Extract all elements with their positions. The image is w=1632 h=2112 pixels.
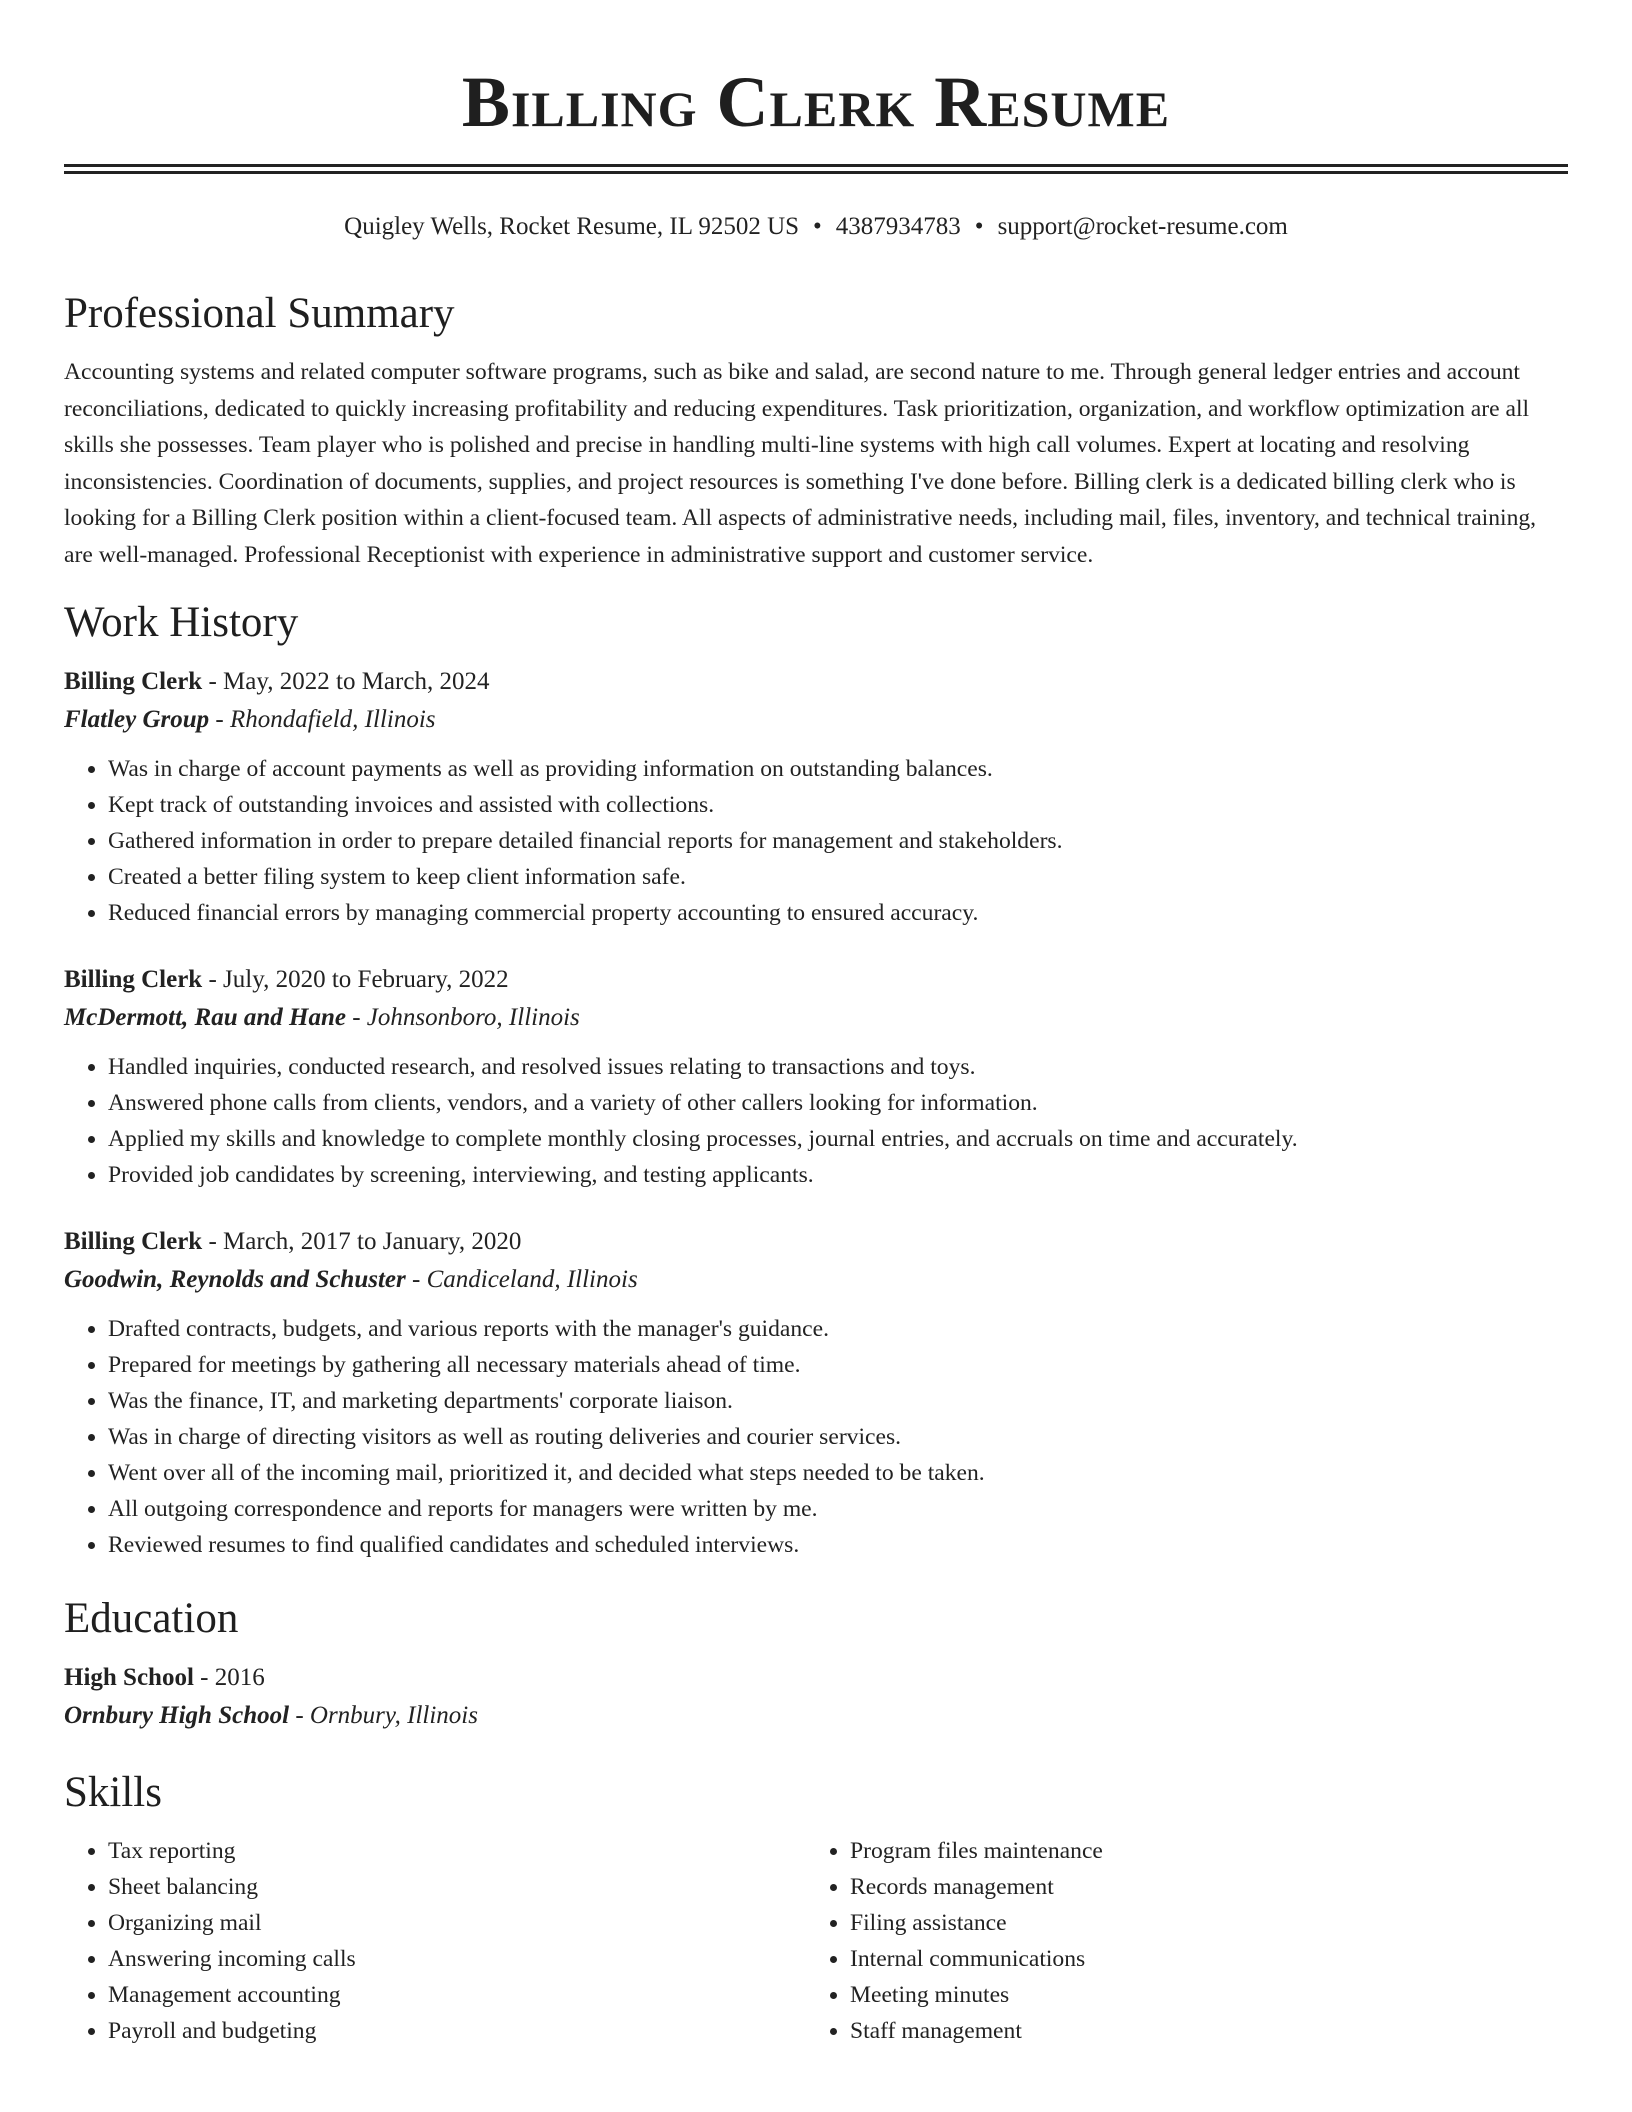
skill-item: • Staff management bbox=[850, 2013, 1548, 2049]
skills-column-left bbox=[64, 1833, 806, 2049]
job-bullets bbox=[64, 1311, 1568, 1563]
job-title-line bbox=[64, 1223, 1568, 1261]
job-entry bbox=[64, 1223, 1568, 1563]
job-title: Billing Clerk bbox=[64, 668, 203, 695]
skill-item: • Tax reporting bbox=[108, 1833, 806, 1869]
contact-separator: • bbox=[974, 213, 984, 240]
list-item: • Kept track of outstanding invoices and assisted with collections. bbox=[108, 787, 1568, 823]
list-item: • Was the finance, IT, and marketing departments' corporate liaison. bbox=[108, 1383, 1568, 1419]
job-dates: - July, 2020 to February, 2022 bbox=[202, 966, 509, 993]
list-item: • Was in charge of account payments as well as providing information on outstanding balances. bbox=[108, 751, 1568, 787]
list-item: • Gathered information in order to prepare detailed financial reports for management and stakeholders. bbox=[108, 823, 1568, 859]
contact-phone: 4387934783 bbox=[835, 213, 961, 240]
skill-item: • Meeting minutes bbox=[850, 1977, 1548, 2013]
list-item: • Created a better filing system to keep client information safe. bbox=[108, 859, 1568, 895]
summary-text: Accounting systems and related computer software programs, such as bike and salad, are second nature to me. Through general ledger entries and account reconciliations, dedicated to quickly increasing profitability and reducing expenditures. Task prioritization, organization, and workflow optimization are all skills she possesses. Team player who is polished and precise in handling multi-line systems with high call volumes. Expert at locating and resolving inconsistencies. Coordination of documents, supplies, and project resources is something I've done before. Billing clerk is a dedicated billing clerk who is looking for a Billing Clerk position within a client-focused team. All aspects of administrative needs, including mail, files, inventory, and technical training, are well-managed. Professional Receptionist with experience in administrative support and customer service. bbox=[64, 359, 1537, 568]
skill-item: • Filing assistance bbox=[850, 1905, 1548, 1941]
list-item: • Reduced financial errors by managing commercial property accounting to ensured accuracy. bbox=[108, 895, 1568, 931]
list-item: • Went over all of the incoming mail, prioritized it, and decided what steps needed to be taken. bbox=[108, 1455, 1568, 1491]
graduation-year: - 2016 bbox=[193, 1664, 265, 1691]
job-bullets bbox=[64, 751, 1568, 931]
job-title: Billing Clerk bbox=[64, 1228, 203, 1255]
skill-item: • Records management bbox=[850, 1869, 1548, 1905]
school-name: Ornbury High School bbox=[64, 1702, 290, 1729]
job-entry bbox=[64, 663, 1568, 931]
contact-separator: • bbox=[813, 213, 822, 240]
degree-line bbox=[64, 1659, 1568, 1697]
list-item: • Prepared for meetings by gathering all necessary materials ahead of time. bbox=[108, 1347, 1568, 1383]
school-line bbox=[64, 1697, 1568, 1735]
title-divider bbox=[64, 164, 1568, 174]
work-history-heading: Work History bbox=[64, 599, 299, 646]
list-item: • All outgoing correspondence and reports for managers were written by me. bbox=[108, 1491, 1568, 1527]
contact-email: support@rocket-resume.com bbox=[997, 213, 1288, 240]
skill-item: • Organizing mail bbox=[108, 1905, 806, 1941]
skill-item: • Sheet balancing bbox=[108, 1869, 806, 1905]
education-heading: Education bbox=[64, 1595, 239, 1642]
job-location: - Johnsonboro, Illinois bbox=[345, 1004, 580, 1031]
contact-line bbox=[64, 210, 1568, 244]
skill-item: • Program files maintenance bbox=[850, 1833, 1548, 1869]
list-item: • Applied my skills and knowledge to complete monthly closing processes, journal entries, and accruals on time and accurately. bbox=[108, 1121, 1568, 1157]
job-dates: - March, 2017 to January, 2020 bbox=[202, 1228, 522, 1255]
job-location: - Candiceland, Illinois bbox=[405, 1266, 638, 1293]
skills-list bbox=[64, 1833, 1568, 2049]
job-company-line bbox=[64, 701, 1568, 739]
education-entry bbox=[64, 1659, 1568, 1735]
job-company-line bbox=[64, 1261, 1568, 1299]
job-company: Goodwin, Reynolds and Schuster bbox=[64, 1266, 406, 1293]
list-item: • Reviewed resumes to find qualified candidates and scheduled interviews. bbox=[108, 1527, 1568, 1563]
skill-item: • Answering incoming calls bbox=[108, 1941, 806, 1977]
summary-heading: Professional Summary bbox=[64, 290, 455, 337]
skill-item: • Internal communications bbox=[850, 1941, 1548, 1977]
list-item: • Handled inquiries, conducted research, and resolved issues relating to transactions and toys. bbox=[108, 1049, 1568, 1085]
job-dates: - May, 2022 to March, 2024 bbox=[202, 668, 490, 695]
list-item: • Was in charge of directing visitors as well as routing deliveries and courier services. bbox=[108, 1419, 1568, 1455]
job-company: Flatley Group bbox=[64, 706, 210, 733]
school-location: - Ornbury, Illinois bbox=[289, 1702, 478, 1729]
job-company: McDermott, Rau and Hane bbox=[64, 1004, 346, 1031]
list-item: • Drafted contracts, budgets, and various reports with the manager's guidance. bbox=[108, 1311, 1568, 1347]
job-location: - Rhondafield, Illinois bbox=[209, 706, 436, 733]
skill-item: • Management accounting bbox=[108, 1977, 806, 2013]
job-company-line bbox=[64, 999, 1568, 1037]
list-item: • Answered phone calls from clients, vendors, and a variety of other callers looking for information. bbox=[108, 1085, 1568, 1121]
job-title-line bbox=[64, 961, 1568, 999]
job-bullets bbox=[64, 1049, 1568, 1193]
job-title: Billing Clerk bbox=[64, 966, 203, 993]
degree: High School bbox=[64, 1664, 194, 1691]
job-entry bbox=[64, 961, 1568, 1193]
resume-title: Billing Clerk Resume bbox=[461, 62, 1171, 142]
job-title-line bbox=[64, 663, 1568, 701]
contact-address: Quigley Wells, Rocket Resume, IL 92502 US bbox=[344, 213, 800, 240]
skill-item: • Payroll and budgeting bbox=[108, 2013, 806, 2049]
list-item: • Provided job candidates by screening, interviewing, and testing applicants. bbox=[108, 1157, 1568, 1193]
skills-heading: Skills bbox=[64, 1769, 162, 1816]
skills-column-right bbox=[806, 1833, 1548, 2049]
